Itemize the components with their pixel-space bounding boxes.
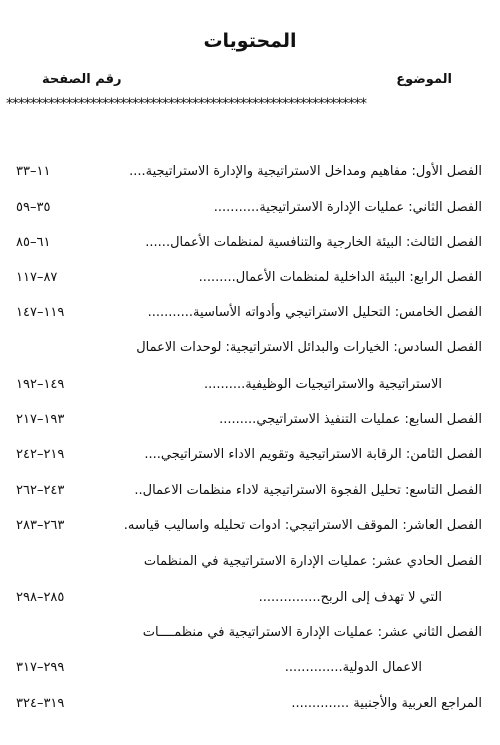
toc-entry-title: الفصل الثامن: الرقابة الاستراتيجية وتقويم الاداء الاستراتيجي....	[144, 447, 482, 462]
toc-entry	[16, 302, 482, 324]
toc-entry-title: الفصل الثاني عشر: عمليات الإدارة الاستراتيجية في منظمــــات	[142, 625, 482, 640]
toc-entry	[16, 693, 482, 715]
toc-entry-title: الفصل الثاني: عمليات الإدارة الاستراتيجية...........	[213, 200, 482, 215]
toc-entry	[16, 587, 482, 609]
toc-entry-title: الفصل الخامس: التحليل الاستراتيجي وأدواته الأساسية...........	[147, 305, 482, 320]
toc-entry-title: الفصل السادس: الخيارات والبدائل الاستراتيجية: لوحدات الاعمال	[136, 340, 482, 355]
toc-entry	[16, 197, 482, 219]
toc-entry-pages: ٨٧–١١٧	[16, 270, 58, 285]
toc-entry-pages: ١١٩–١٤٧	[16, 305, 65, 320]
toc-entry	[16, 444, 482, 466]
toc-entry-pages: ٦١–٨٥	[16, 235, 51, 250]
toc-entry-title: الفصل الثالث: البيئة الخارجية والتنافسية لمنظمات الأعمال......	[145, 235, 482, 250]
toc-entry	[16, 551, 482, 573]
toc-entry-pages: ٢٩٩–٣١٧	[16, 660, 65, 675]
toc-entry-pages: ١١–٣٣	[16, 164, 51, 179]
toc-entry-title: التي لا تهدف إلى الربح...............	[258, 590, 442, 605]
toc-entry-pages: ٢٤٣–٢٦٢	[16, 483, 65, 498]
toc-entry	[16, 515, 482, 537]
topic-column-header: الموضوع	[396, 72, 452, 87]
toc-entry-pages: ٢٨٥–٢٩٨	[16, 590, 65, 605]
toc-entry-title: الفصل الحادي عشر: عمليات الإدارة الاستراتيجية في المنظمات	[143, 554, 482, 569]
toc-entry-pages: ٢٦٣–٢٨٣	[16, 518, 65, 533]
toc-entry	[16, 337, 482, 359]
toc-entry-title: المراجع العربية والأجنبية ..............	[291, 696, 482, 711]
toc-entry-pages: ٢١٩–٢٤٢	[16, 447, 65, 462]
toc-entry-title: الاعمال الدولية..............	[284, 660, 422, 675]
column-headers	[0, 72, 500, 96]
toc-entry	[16, 480, 482, 502]
toc-entry	[16, 657, 482, 679]
page-title: المحتويات	[203, 30, 297, 52]
asterisk-separator: ************************************************************	[6, 96, 366, 112]
toc-entry-title: الفصل السابع: عمليات التنفيذ الاستراتيجي.........	[219, 412, 482, 427]
toc-entry-title: الفصل التاسع: تحليل الفجوة الاستراتيجية لاداء منظمات الاعمال..	[134, 483, 482, 498]
page-number-column-header: رقم الصفحة	[42, 72, 122, 87]
toc-entry-pages: ١٩٣–٢١٧	[16, 412, 65, 427]
toc-entry-title: الفصل الرابع: البيئة الداخلية لمنظمات الأعمال.........	[198, 270, 482, 285]
toc-entry-title: الفصل الأول: مفاهيم ومداخل الاستراتيجية والإدارة الاستراتيجية....	[129, 164, 482, 179]
toc-entry	[16, 409, 482, 431]
toc-entry-pages: ٣٥–٥٩	[16, 200, 51, 215]
toc-entry-title: الاستراتيجية والاستراتيجيات الوظيفية..........	[203, 377, 442, 392]
toc-entry	[16, 267, 482, 289]
toc-entry	[16, 374, 482, 396]
toc-entry-title: الفصل العاشر: الموقف الاستراتيجي: ادوات تحليله واساليب قياسه.	[123, 518, 482, 533]
toc-entry	[16, 622, 482, 644]
toc-entry	[16, 232, 482, 254]
toc-entry	[16, 161, 482, 183]
toc-entry-pages: ٣١٩–٣٢٤	[16, 696, 65, 711]
toc-entry-pages: ١٤٩–١٩٢	[16, 377, 65, 392]
